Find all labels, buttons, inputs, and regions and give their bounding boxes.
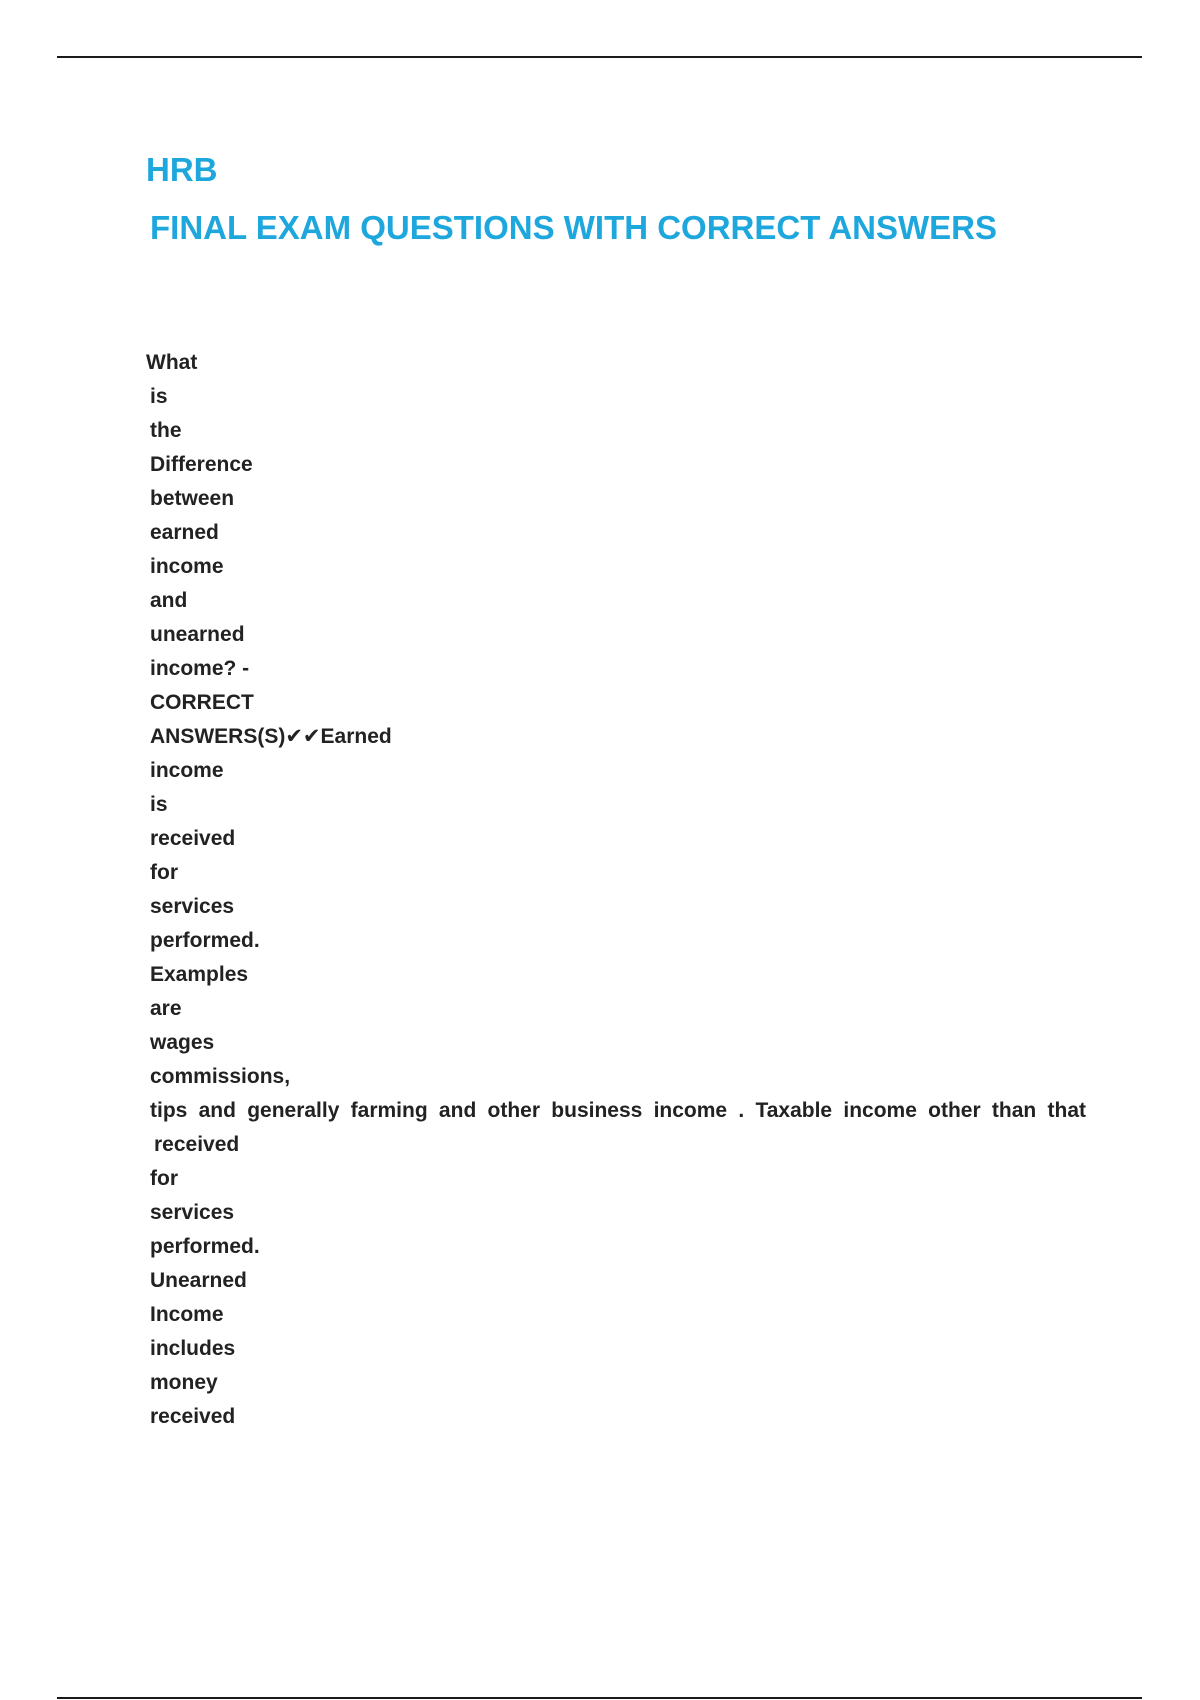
text-line: the bbox=[150, 419, 182, 442]
text-line: CORRECT bbox=[150, 691, 254, 714]
bottom-rule bbox=[57, 1697, 1142, 1699]
text-line: unearned bbox=[150, 623, 245, 646]
text-line: performed. bbox=[150, 929, 260, 952]
document-title: FINAL EXAM QUESTIONS WITH CORRECT ANSWERS bbox=[150, 209, 998, 246]
text-line: are bbox=[150, 997, 182, 1020]
text-line: and bbox=[150, 589, 188, 612]
text-line: Unearned bbox=[150, 1269, 247, 1292]
text-line: is bbox=[150, 385, 168, 408]
text-line: income bbox=[150, 759, 224, 782]
text-line: received bbox=[154, 1133, 240, 1156]
text-line: between bbox=[150, 487, 235, 510]
question-answer-block bbox=[146, 346, 1086, 1434]
text-line: services bbox=[150, 1201, 235, 1224]
text-line-full-width: tips and generally farming and other business income . Taxable income other than that bbox=[150, 1099, 1086, 1122]
text-line: income bbox=[150, 555, 224, 578]
text-line: Income bbox=[150, 1303, 224, 1326]
text-line: for bbox=[150, 1167, 178, 1190]
text-line: received bbox=[150, 827, 236, 850]
text-line: includes bbox=[150, 1337, 236, 1360]
text-line: wages bbox=[150, 1031, 215, 1054]
text-line: services bbox=[150, 895, 235, 918]
top-rule bbox=[57, 56, 1142, 58]
text-line: earned bbox=[150, 521, 219, 544]
text-line: Examples bbox=[150, 963, 249, 986]
text-line: What bbox=[146, 351, 198, 374]
text-line: money bbox=[150, 1371, 218, 1394]
text-line: is bbox=[150, 793, 168, 816]
text-line: performed. bbox=[150, 1235, 260, 1258]
text-line: received bbox=[150, 1405, 236, 1428]
text-line: for bbox=[150, 861, 178, 884]
text-line: Difference bbox=[150, 453, 253, 476]
text-line: commissions, bbox=[150, 1065, 291, 1088]
document-title-org: HRB bbox=[146, 151, 218, 188]
answer-start-line: ANSWERS(S)✔✔Earned bbox=[150, 725, 392, 748]
text-line: income? - bbox=[150, 657, 250, 680]
